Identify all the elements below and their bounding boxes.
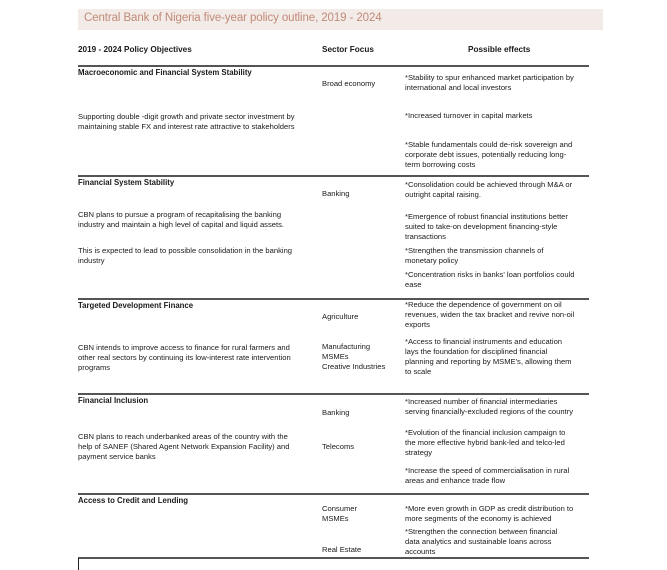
effect-line: international and local investors	[405, 83, 512, 92]
effect-line: suited to take-on development financing-style	[405, 222, 558, 231]
effect-line: data analytics and sustainable loans across	[405, 537, 552, 546]
description-line: maintaining stable FX and interest rate attractive to stakeholders	[78, 122, 295, 131]
sector-label: Agriculture	[322, 312, 359, 321]
section-heading: Financial Inclusion	[78, 396, 149, 405]
effect-line: *Strengthen the transmission channels of	[405, 246, 544, 255]
description-line: CBN plans to pursue a program of recapitalising the banking	[78, 210, 282, 219]
effect-line: *Increased number of financial intermediaries	[405, 397, 558, 406]
description-line: CBN plans to reach underbanked areas of the country with the	[78, 432, 288, 441]
effect-line: the more effective hybrid bank-led and telco-led	[405, 438, 565, 447]
effect-line: strategy	[405, 448, 433, 457]
effect-line: revenues, widen the tax bracket and revive non-oil	[405, 310, 575, 319]
effect-line: *Access to financial instruments and education	[405, 337, 563, 346]
effect-line: areas and enhance trade flow	[405, 476, 506, 485]
sector-label: MSMEs	[322, 352, 349, 361]
effect-line: outright capital raising.	[405, 190, 481, 199]
section-divider	[78, 175, 589, 177]
description-line: This is expected to lead to possible consolidation in the banking	[78, 246, 293, 255]
effect-line: *Reduce the dependence of government on oil	[405, 300, 562, 309]
column-header-objectives: 2019 - 2024 Policy Objectives	[78, 45, 192, 54]
effect-line: corporate debt issues, potentially reducing long-	[405, 150, 567, 159]
effect-line: *Concentration risks in banks' loan portfolios could	[405, 270, 575, 279]
sector-label: MSMEs	[322, 514, 349, 523]
effect-line: *Evolution of the financial inclusion campaign to	[405, 428, 566, 437]
description-line: payment service banks	[78, 452, 156, 461]
column-header-effects: Possible effects	[468, 45, 531, 54]
effect-line: serving financially-excluded regions of the country	[405, 407, 573, 416]
description-line: CBN intends to improve access to finance for rural farmers and	[78, 343, 290, 352]
effect-line: *Increase the speed of commercialisation in rural	[405, 466, 570, 475]
effect-line: to scale	[405, 367, 432, 376]
effect-line: accounts	[405, 547, 436, 556]
sector-label: Banking	[322, 408, 350, 417]
effect-line: *Consolidation could be achieved through M&A or	[405, 180, 573, 189]
column-header-sector: Sector Focus	[322, 45, 374, 54]
effect-line: *Stability to spur enhanced market participation by	[405, 73, 574, 82]
effect-line: ease	[405, 280, 422, 289]
effect-line: exports	[405, 320, 430, 329]
description-line: help of SANEF (Shared Agent Network Expansion Facility) and	[78, 442, 290, 451]
effect-line: *Emergence of robust financial institutions better	[405, 212, 568, 221]
effect-line: *Increased turnover in capital markets	[405, 111, 533, 120]
title-banner	[78, 9, 603, 30]
section-heading: Macroeconomic and Financial System Stability	[78, 68, 252, 77]
sector-label: Banking	[322, 189, 350, 198]
section-divider	[78, 393, 589, 395]
effect-line: transactions	[405, 232, 446, 241]
section-heading: Access to Credit and Lending	[78, 496, 189, 505]
effect-line: more segments of the economy is achieved	[405, 514, 552, 523]
border-left	[78, 558, 79, 570]
section-divider	[78, 65, 589, 67]
effect-line: *Stable fundamentals could de-risk sovereign and	[405, 140, 573, 149]
section-divider	[78, 493, 589, 495]
effect-line: term borrowing costs	[405, 160, 476, 169]
document-title: Central Bank of Nigeria five-year policy outline, 2019 - 2024	[84, 12, 382, 24]
effect-line: *More even growth in GDP as credit distribution to	[405, 504, 574, 513]
sector-label: Manufacturing	[322, 342, 371, 351]
effect-line: lays the foundation for disciplined financial	[405, 347, 548, 356]
sector-label: Broad economy	[322, 79, 376, 88]
effect-line: monetary policy	[405, 256, 459, 265]
description-line: other real sectors by continuing its low-interest rate intervention	[78, 353, 291, 362]
section-heading: Financial System Stability	[78, 178, 175, 187]
sector-label: Real Estate	[322, 545, 362, 554]
section-divider	[78, 557, 589, 559]
description-line: Supporting double -digit growth and private sector investment by	[78, 112, 295, 121]
effect-line: *Strengthen the connection between financial	[405, 527, 558, 536]
description-line: industry and maintain a high level of capital and liquid assets.	[78, 220, 284, 229]
description-line: industry	[78, 256, 105, 265]
sector-label: Consumer	[322, 504, 358, 513]
section-heading: Targeted Development Finance	[78, 301, 194, 310]
sector-label: Creative Industries	[322, 362, 386, 371]
sector-label: Telecoms	[322, 442, 355, 451]
description-line: programs	[78, 363, 111, 372]
effect-line: planning and reporting by MSME's, allowing them	[405, 357, 572, 366]
